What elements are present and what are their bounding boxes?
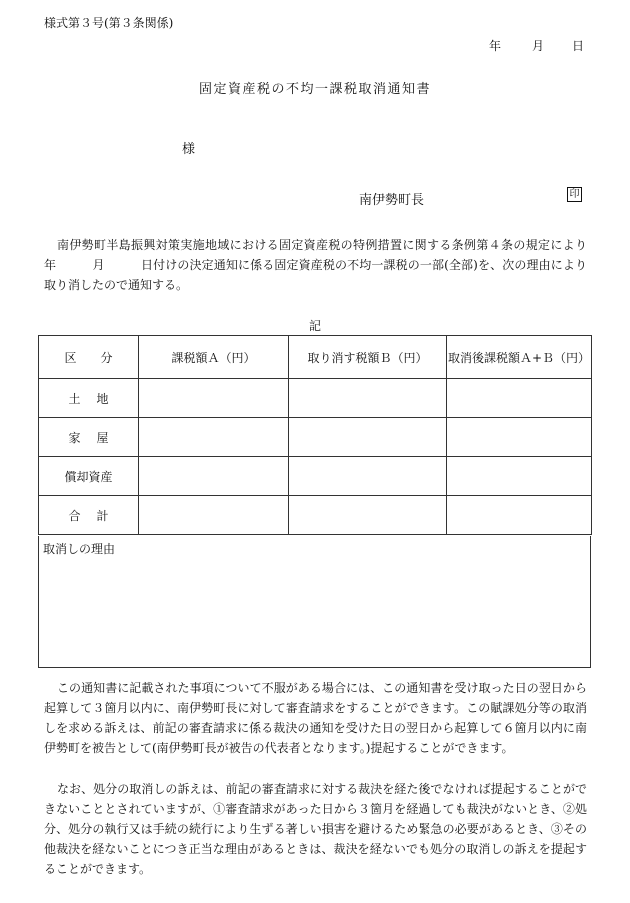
table-cell[interactable] — [289, 418, 447, 457]
date-month-label: 月 — [532, 39, 545, 53]
addressee-suffix: 様 — [182, 142, 196, 157]
header-tax-amount-a: 課税額Ａ（円） — [139, 336, 289, 379]
header-cancel-amount-b: 取り消す税額Ｂ（円） — [289, 336, 447, 379]
document-title: 固定資産税の不均一課税取消通知書 — [198, 82, 431, 97]
table-row — [39, 379, 592, 418]
table-cell[interactable] — [139, 379, 289, 418]
form-number: 様式第３号(第３条関係) — [44, 16, 174, 30]
date-day-label: 日 — [572, 39, 585, 53]
table-cell[interactable] — [447, 496, 592, 535]
header-category: 区 分 — [39, 336, 139, 379]
intro-paragraph: 南伊勢町半島振興対策実施地域における固定資産税の特例措置に関する条例第４条の規定により 年 月 日付けの決定通知に係る固定資産税の不均一課税の一部(全部)を、次の理由により取り消したので通知する。 — [44, 238, 624, 292]
issuer-name: 南伊勢町長 — [359, 193, 425, 208]
table-row — [39, 418, 592, 457]
row-label-house: 家屋 — [39, 418, 139, 457]
table-cell[interactable] — [139, 496, 289, 535]
tax-amount-table — [38, 335, 592, 535]
table-cell[interactable] — [447, 418, 592, 457]
table-cell[interactable] — [139, 418, 289, 457]
appeal-notice-paragraph: この通知書に記載された事項について不服がある場合には、この通知書を受け取った日の翌日から起算して３箇月以内に、南伊勢町長に対して審査請求をすることができます。この賦課処分等の取消しを求める訴えは、前記の審査請求に係る裁決の通知を受けた日の翌日から起算して６箇月以内に南伊勢町を被告として(南伊勢町長が被告の代表者となります。)提起することができます。 — [44, 681, 587, 755]
date-year-label: 年 — [489, 39, 502, 53]
table-header-row — [39, 336, 592, 379]
header-post-cancel-amount: 取消後課税額Ａ+Ｂ（円） — [447, 336, 592, 379]
row-label-total: 合計 — [39, 496, 139, 535]
cancellation-reason-label: 取消しの理由 — [43, 542, 116, 556]
ki-label: 記 — [308, 319, 321, 333]
row-label-land: 土地 — [39, 379, 139, 418]
table-row — [39, 496, 592, 535]
table-cell[interactable] — [289, 496, 447, 535]
table-cell[interactable] — [447, 457, 592, 496]
table-row — [39, 457, 592, 496]
table-cell[interactable] — [289, 457, 447, 496]
table-cell[interactable] — [139, 457, 289, 496]
seal-mark: 印 — [567, 187, 582, 202]
row-label-depreciable-assets: 償却資産 — [39, 457, 139, 496]
table-cell[interactable] — [447, 379, 592, 418]
lawsuit-notice-paragraph: なお、処分の取消しの訴えは、前記の審査請求に対する裁決を経た後でなければ提起することができないこととされていますが、①審査請求があった日から３箇月を経過しても裁決がないとき、②処分、処分の執行又は手続の続行により生ずる著しい損害を避けるため緊急の必要があるとき、③その他裁決を経ないことにつき正当な理由があるときは、裁決を経ないでも処分の取消しの訴えを提起することができます。 — [44, 782, 587, 876]
cancellation-reason-box[interactable] — [38, 536, 591, 668]
table-cell[interactable] — [289, 379, 447, 418]
